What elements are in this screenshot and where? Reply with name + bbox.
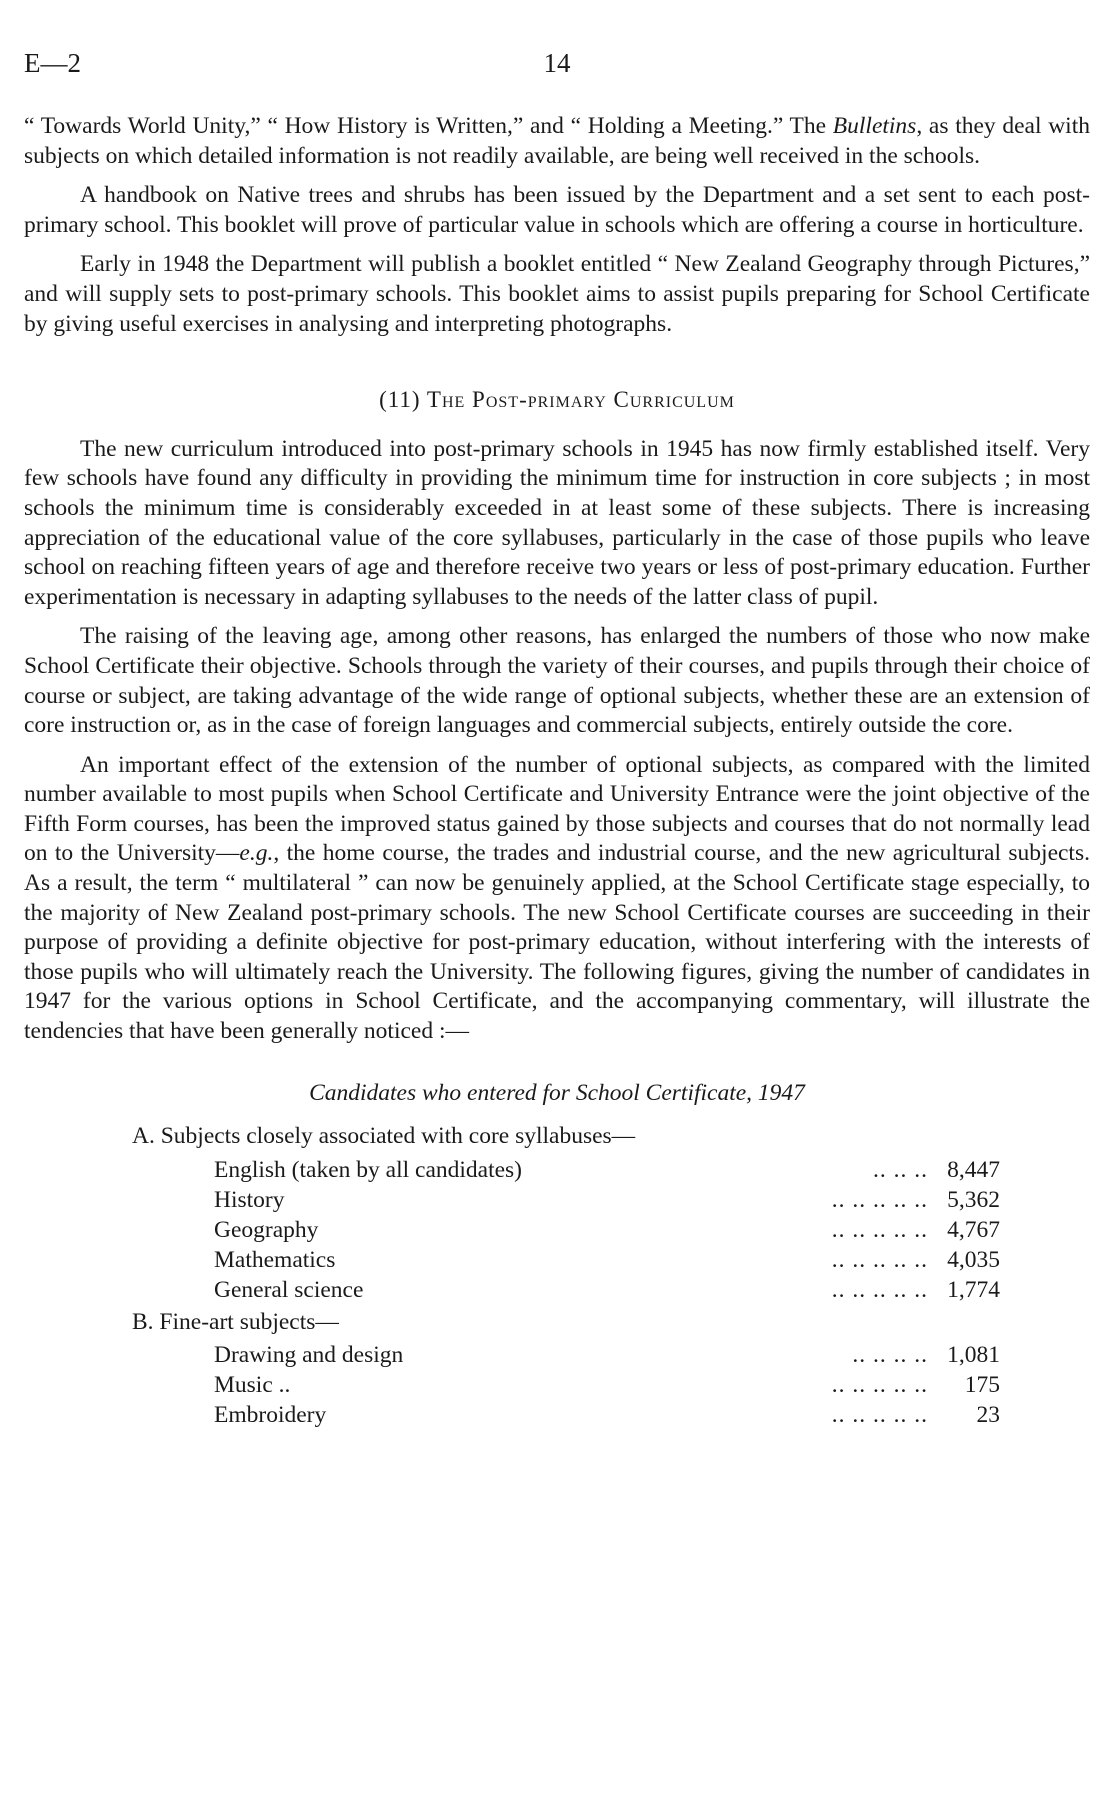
paragraph-text: An important effect of the extension of the number of optional subjects, as compared with the limited number available to most pupils when School Certificate and University Entrance were the joint objective of the Fifth Form courses, has been the improved status gained by those subjects and courses that do not normally lead on to the University— xyxy=(24,751,1090,867)
table-row xyxy=(214,1246,1000,1276)
abbreviation-eg: e.g. xyxy=(239,840,274,867)
section-heading: (11) The Post-primary Curriculum xyxy=(379,387,735,413)
table-row xyxy=(214,1341,1000,1371)
dot-leader: .. .. .. xyxy=(873,1156,928,1183)
subject-label: History xyxy=(214,1186,285,1213)
paragraph-text: “ Towards World Unity,” “ How History is Written,” and “ Holding a Meeting.” The xyxy=(24,113,833,139)
group-heading: B. Fine-art subjects— xyxy=(132,1308,339,1335)
table-row xyxy=(214,1371,1000,1401)
table-row xyxy=(214,1156,1000,1186)
candidate-count: 1,081 xyxy=(947,1342,1000,1369)
subject-label: Drawing and design xyxy=(214,1342,404,1369)
page-number: 14 xyxy=(543,48,571,78)
bulletins-title: Bulletins xyxy=(832,113,917,139)
paragraph-bulletins xyxy=(24,112,1090,171)
subject-label: Geography xyxy=(214,1216,319,1243)
table-group-fine-art xyxy=(24,1308,1090,1432)
group-heading: A. Subjects closely associated with core syllabuses— xyxy=(132,1123,636,1150)
dot-leader: .. .. .. .. .. xyxy=(831,1402,928,1429)
document-body xyxy=(24,112,1090,1431)
paragraph-handbook: A handbook on Native trees and shrubs has been issued by the Department and a set sent to each post-primary school. This booklet will prove of particular value in schools which are offering a course in horticulture. xyxy=(24,182,1090,238)
subject-label: Embroidery xyxy=(214,1402,327,1429)
candidate-count: 8,447 xyxy=(947,1156,1000,1183)
subject-label: English (taken by all candidates) xyxy=(214,1156,523,1183)
candidate-count: 4,035 xyxy=(947,1246,1000,1273)
page-reference: E—2 xyxy=(24,48,81,78)
candidate-count: 4,767 xyxy=(947,1216,1000,1243)
table-row xyxy=(214,1216,1000,1246)
table-group-core xyxy=(24,1122,1090,1306)
paragraph-geography-booklet: Early in 1948 the Department will publish a booklet entitled “ New Zealand Geography through Pictures,” and will supply sets to post-primary schools. This booklet aims to assist pupils preparing for School Certificate by giving useful exercises in analysing and interpreting photographs. xyxy=(24,251,1090,337)
paragraph-leaving-age: The raising of the leaving age, among other reasons, has enlarged the numbers of those who now make School Certificate their objective. Schools through the variety of their courses, and pupils through their choice of course or subject, are taking advantage of the wide range of optional subjects, whether these are an extension of core instruction or, as in the case of foreign languages and commercial subjects, entirely outside the core. xyxy=(24,623,1090,739)
candidate-count: 23 xyxy=(976,1402,1000,1429)
subject-label: Mathematics xyxy=(214,1246,336,1273)
paragraph-text: , the home course, the trades and industrial course, and the new agricultural subjects. As a result, the term “ multilateral ” can now be genuinely applied, at the School Certificate stage especially, to the majority of New Zealand post-primary schools. The new School Certificate courses are succeeding in their purpose of providing a definite objective for post-primary education, without interfering with the interests of those pupils who will ultimately reach the University. The following figures, giving the number of candidates in 1947 for the various options in School Certificate, and the accompanying commentary, will illustrate the tendencies that have been generally noticed :— xyxy=(24,840,1090,1045)
dot-leader: .. .. .. .. .. xyxy=(831,1186,928,1213)
table-caption: Candidates who entered for School Certificate, 1947 xyxy=(309,1079,805,1106)
dot-leader: .. .. .. .. .. xyxy=(831,1216,928,1243)
table-row xyxy=(214,1186,1000,1216)
dot-leader: .. .. .. .. .. xyxy=(831,1276,928,1303)
table-row xyxy=(214,1401,1000,1431)
dot-leader: .. .. .. .. .. xyxy=(831,1246,928,1273)
page-header xyxy=(24,48,1090,88)
paragraph-optional-subjects xyxy=(24,751,1090,1047)
subject-label: Music .. xyxy=(214,1372,291,1399)
paragraph-text: , as they deal with subjects on which detailed information is not readily available, are being well received in the schools. xyxy=(24,113,1090,169)
candidate-count: 175 xyxy=(964,1372,1000,1399)
dot-leader: .. .. .. .. .. xyxy=(831,1372,928,1399)
paragraph-curriculum: The new curriculum introduced into post-primary schools in 1945 has now firmly established itself. Very few schools have found any difficulty in providing the minimum time for instruction in core subjects ; in most schools the minimum time is considerably exceeded in at least some of these subjects. There is increasing appreciation of the educational value of the core syllabuses, particularly in the case of those pupils who leave school on reaching fifteen years of age and therefore receive two years or less of post-primary education. Further experimentation is necessary in adapting syllabuses to the needs of the latter class of pupil. xyxy=(24,435,1090,610)
candidate-count: 5,362 xyxy=(947,1186,1000,1213)
dot-leader: .. .. .. .. xyxy=(852,1342,928,1369)
candidate-count: 1,774 xyxy=(947,1276,1000,1303)
subject-label: General science xyxy=(214,1276,364,1303)
table-row xyxy=(214,1276,1000,1306)
